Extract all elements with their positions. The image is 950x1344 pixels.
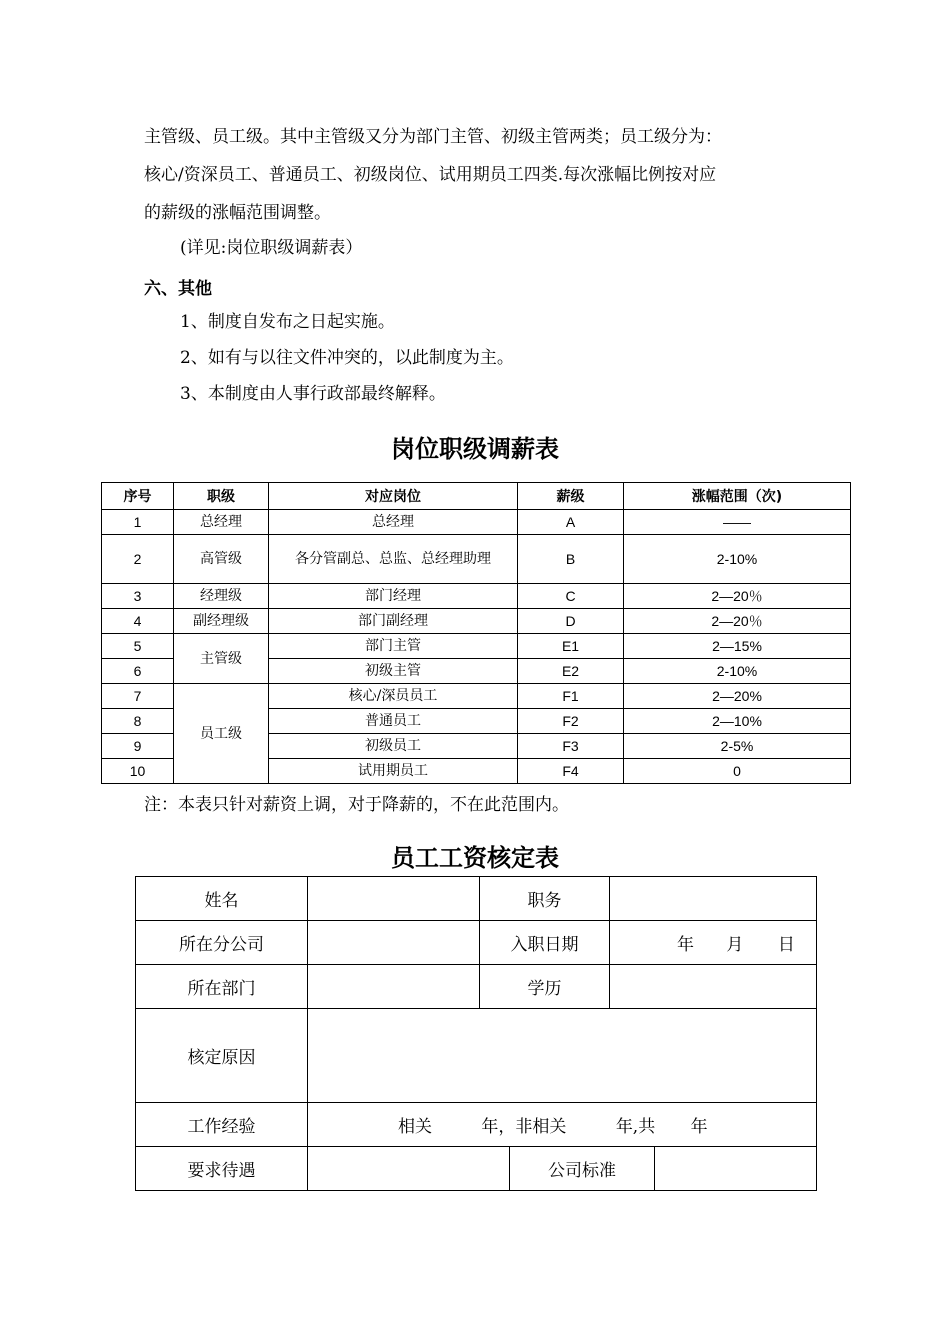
cell-grade: D	[518, 609, 624, 634]
reason-label: 核定原因	[136, 1009, 308, 1103]
paragraph-line: 主管级、员工级。其中主管级又分为部门主管、初级主管两类；员工级分为：	[144, 127, 722, 147]
table-row	[102, 634, 851, 659]
education-field[interactable]	[610, 965, 817, 1009]
paragraph-reference: (详见:岗位职级调薪表）	[180, 238, 363, 258]
cell-no: 7	[102, 684, 174, 709]
standard-field[interactable]	[655, 1147, 817, 1191]
name-label: 姓名	[136, 877, 308, 921]
exp-year: 年	[690, 1117, 708, 1137]
cell-post: 部门副经理	[269, 609, 518, 634]
list-item: 2、如有与以往文件冲突的，以此制度为主。	[180, 348, 514, 368]
form-row	[136, 921, 817, 965]
date-month: 月	[726, 935, 744, 955]
cell-grade: F1	[518, 684, 624, 709]
table-row	[102, 609, 851, 634]
cell-level: 经理级	[174, 584, 269, 609]
cell-range: ——	[624, 510, 851, 535]
cell-grade: F4	[518, 759, 624, 784]
reason-field[interactable]	[308, 1009, 817, 1103]
cell-grade: F3	[518, 734, 624, 759]
cell-no: 2	[102, 535, 174, 584]
table1-title: 岗位职级调薪表	[391, 435, 559, 463]
cell-no: 10	[102, 759, 174, 784]
cell-range: 2-10%	[624, 659, 851, 684]
cell-post: 初级主管	[269, 659, 518, 684]
cell-range: 2—20％	[624, 584, 851, 609]
cell-range: 2—20％	[624, 609, 851, 634]
cell-range: 2-10%	[624, 535, 851, 584]
cell-no: 9	[102, 734, 174, 759]
cell-no: 6	[102, 659, 174, 684]
paragraph-line: 核心/资深员工、普通员工、初级岗位、试用期员工四类.每次涨幅比例按对应	[144, 165, 717, 185]
cell-post: 部门经理	[269, 584, 518, 609]
cell-post: 部门主管	[269, 634, 518, 659]
dept-field[interactable]	[308, 965, 480, 1009]
column-header: 职级	[174, 483, 269, 510]
standard-label: 公司标准	[510, 1147, 655, 1191]
column-header: 对应岗位	[269, 483, 518, 510]
cell-post: 各分管副总、总监、总经理助理	[269, 535, 518, 584]
cell-level: 员工级	[174, 684, 269, 784]
date-day: 日	[777, 935, 795, 955]
entry-date-label: 入职日期	[480, 921, 610, 965]
form-row	[136, 1009, 817, 1103]
exp-nonrelated: 年，非相关	[481, 1117, 567, 1137]
cell-post: 初级员工	[269, 734, 518, 759]
exp-total: 年,共	[615, 1117, 656, 1137]
section-heading: 六、其他	[144, 279, 212, 299]
form-row	[136, 1147, 817, 1191]
list-item: 3、本制度由人事行政部最终解释。	[180, 384, 446, 404]
name-field[interactable]	[308, 877, 480, 921]
table-row	[102, 535, 851, 584]
cell-level: 主管级	[174, 634, 269, 684]
cell-post: 普通员工	[269, 709, 518, 734]
cell-range: 2—20%	[624, 684, 851, 709]
cell-range: 0	[624, 759, 851, 784]
cell-post: 核心/深员员工	[269, 684, 518, 709]
salary-adjustment-table	[101, 482, 851, 784]
date-year: 年	[677, 935, 694, 955]
exp-related: 相关	[398, 1117, 432, 1137]
cell-no: 3	[102, 584, 174, 609]
position-label: 职务	[480, 877, 610, 921]
table-row	[102, 584, 851, 609]
cell-grade: F2	[518, 709, 624, 734]
cell-grade: E1	[518, 634, 624, 659]
cell-grade: A	[518, 510, 624, 535]
experience-field[interactable]	[308, 1103, 817, 1147]
cell-post: 试用期员工	[269, 759, 518, 784]
cell-level: 副经理级	[174, 609, 269, 634]
paragraph-line: 的薪级的涨幅范围调整。	[144, 203, 331, 223]
form-row	[136, 965, 817, 1009]
branch-label: 所在分公司	[136, 921, 308, 965]
cell-range: 2—10%	[624, 709, 851, 734]
list-item: 1、制度自发布之日起实施。	[180, 312, 395, 332]
cell-grade: E2	[518, 659, 624, 684]
column-header: 涨幅范围（次)	[624, 483, 851, 510]
education-label: 学历	[480, 965, 610, 1009]
cell-level: 高管级	[174, 535, 269, 584]
cell-post: 总经理	[269, 510, 518, 535]
table-row	[102, 510, 851, 535]
column-header: 序号	[102, 483, 174, 510]
cell-grade: C	[518, 584, 624, 609]
entry-date-field[interactable]	[610, 921, 817, 965]
cell-range: 2-5%	[624, 734, 851, 759]
experience-label: 工作经验	[136, 1103, 308, 1147]
request-field[interactable]	[308, 1147, 510, 1191]
cell-no: 8	[102, 709, 174, 734]
branch-field[interactable]	[308, 921, 480, 965]
cell-no: 1	[102, 510, 174, 535]
form-row	[136, 877, 817, 921]
dept-label: 所在部门	[136, 965, 308, 1009]
salary-approval-form	[135, 876, 817, 1191]
cell-no: 4	[102, 609, 174, 634]
column-header: 薪级	[518, 483, 624, 510]
request-label: 要求待遇	[136, 1147, 308, 1191]
table-note: 注：本表只针对薪资上调，对于降薪的，不在此范围内。	[144, 795, 569, 815]
table-row	[102, 684, 851, 709]
cell-grade: B	[518, 535, 624, 584]
form-row	[136, 1103, 817, 1147]
cell-range: 2—15%	[624, 634, 851, 659]
table2-title: 员工工资核定表	[391, 844, 559, 872]
cell-no: 5	[102, 634, 174, 659]
cell-level: 总经理	[174, 510, 269, 535]
position-field[interactable]	[610, 877, 817, 921]
table-header-row	[102, 483, 851, 510]
